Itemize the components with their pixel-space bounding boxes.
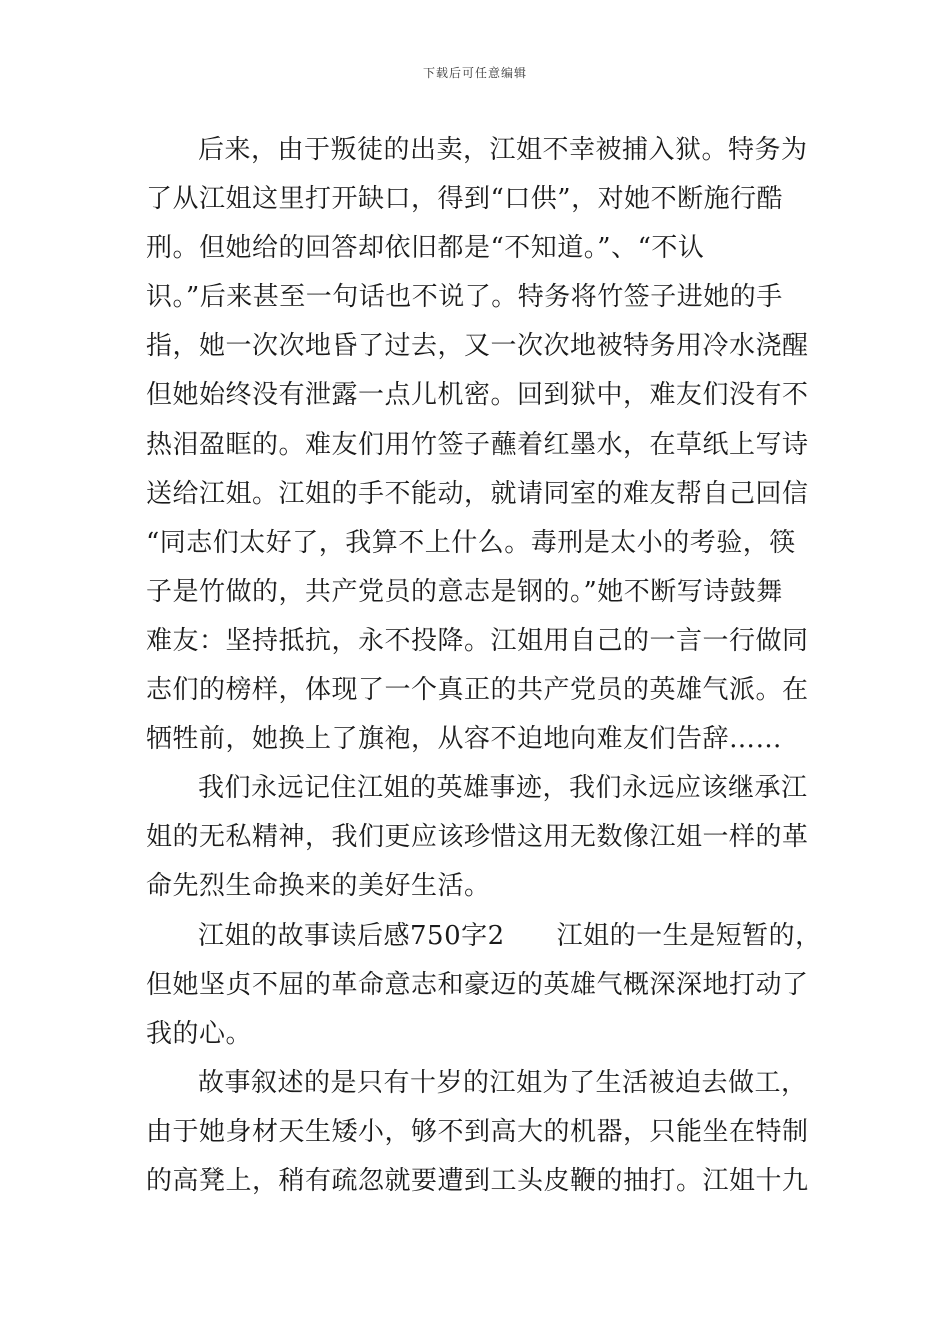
paragraph-line: 姐的无私精神，我们更应该珍惜这用无数像江姐一样的革 [146,822,809,853]
paragraph-line: 难友：坚持抵抗，永不投降。江姐用自己的一言一行做同 [146,625,809,656]
paragraph-start: 江姐的一生是短暂的， [556,920,822,951]
page-header: 下载后可任意编辑 [422,66,527,80]
paragraph-line: 识。”后来甚至一句话也不说了。特务将竹签子进她的手 [146,282,783,313]
section-title: 江姐的故事读后感750字2 [198,920,505,951]
paragraph-line: 热泪盈眶的。难友们用竹签子蘸着红墨水，在草纸上写诗 [146,429,809,460]
paragraph-line: 牺牲前，她换上了旗袍，从容不迫地向难友们告辞…… [146,724,783,755]
paragraph-line: 子是竹做的，共产党员的意志是钢的。”她不断写诗鼓舞 [146,576,783,607]
paragraph-line: 刑。但她给的回答却依旧都是“不知道。”、“不认 [146,233,705,264]
paragraph-line: 故事叙述的是只有十岁的江姐为了生活被迫去做工， [198,1067,808,1098]
paragraph-line: “同志们太好了，我算不上什么。毒刑是太小的考验，筷 [146,527,796,558]
paragraph-line: 后来，由于叛徒的出卖，江姐不幸被捕入狱。特务为 [198,135,808,165]
paragraph-line: 但她始终没有泄露一点儿机密。回到狱中，难友们没有不 [146,380,809,411]
document-body [146,126,822,1206]
paragraph-line: 指，她一次次地昏了过去，又一次次地被特务用冷水浇醒 [146,331,809,362]
paragraph-line: 但她坚贞不屈的革命意志和豪迈的英雄气概深深地打动了 [146,969,809,1000]
paragraph-line: 志们的榜样，体现了一个真正的共产党员的英雄气派。在 [146,675,809,706]
paragraph-line: 我的心。 [146,1018,253,1049]
paragraph-line: 命先烈生命换来的美好生活。 [146,871,491,902]
paragraph-line [146,912,822,961]
paragraph-line: 的高凳上，稍有疏忽就要遭到工头皮鞭的抽打。江姐十九 [146,1165,809,1196]
paragraph-line: 了从江姐这里打开缺口，得到“口供”，对她不断施行酷 [146,184,784,215]
paragraph-line: 我们永远记住江姐的英雄事迹，我们永远应该继承江 [198,773,808,804]
paragraph-line: 送给江姐。江姐的手不能动，就请同室的难友帮自己回信 [146,478,809,509]
paragraph-line: 由于她身材天生矮小，够不到高大的机器，只能坐在特制 [146,1116,809,1147]
